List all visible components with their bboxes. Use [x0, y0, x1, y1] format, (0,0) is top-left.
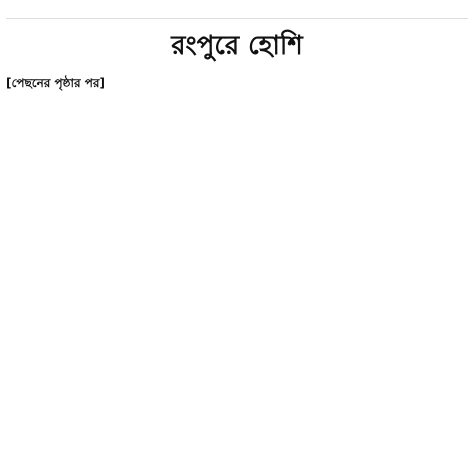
continued-from-credit: [পেছনের পৃষ্ঠার পর]: [6, 76, 105, 90]
headline: রংপুরে হোশি: [171, 31, 303, 61]
article-body: [6, 75, 468, 92]
top-line-text: [6, 4, 468, 19]
